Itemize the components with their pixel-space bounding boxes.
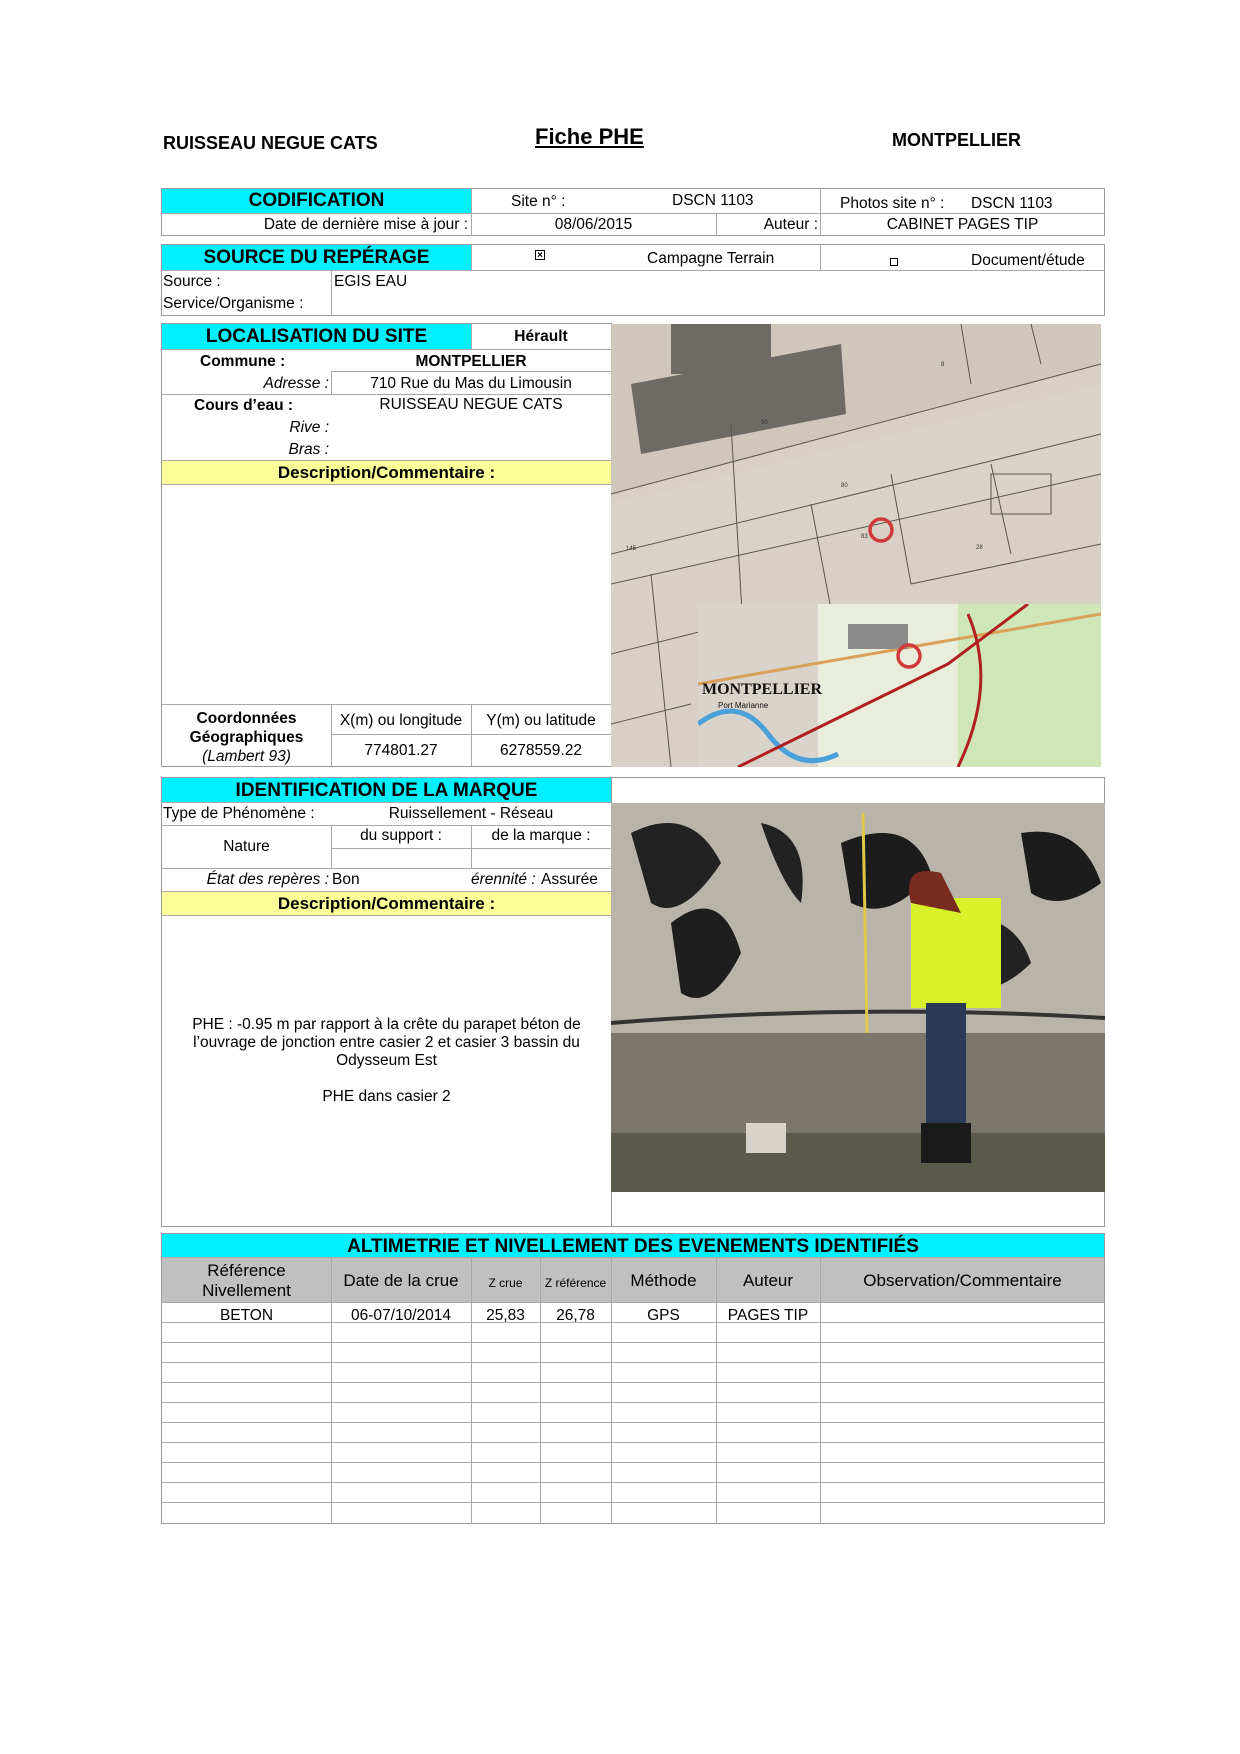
type-phenomene-value: Ruissellement - Réseau: [388, 805, 554, 822]
table-row-line: [161, 1422, 1105, 1423]
identification-comment-heading: Description/Commentaire :: [277, 894, 496, 913]
map-parcel-number: 83: [861, 534, 868, 540]
x-coordinate-header: X(m) ou longitude: [339, 712, 463, 729]
bras-label: Bras :: [288, 441, 329, 458]
col-header-z-crue: Z crue: [488, 1276, 523, 1290]
site-photo: [611, 803, 1105, 1192]
altimetrie-heading: ALTIMETRIE ET NIVELLEMENT DES EVENEMENTS IDENTIFIÉS: [347, 1236, 919, 1257]
perennite-label: érennité :: [471, 871, 536, 888]
table-cell: PAGES TIP: [727, 1307, 809, 1324]
support-label: du support :: [360, 827, 442, 844]
table-row-line: [161, 1462, 1105, 1463]
table-cell: 06-07/10/2014: [351, 1307, 451, 1324]
topo-map-district-label: Port Marianne: [718, 701, 769, 710]
cours-eau-value: RUISSEAU NEGUE CATS: [379, 396, 563, 413]
topo-map-city-label: MONTPELLIER: [702, 681, 823, 698]
etat-reperes-label: État des repères :: [206, 871, 329, 888]
map-parcel-number: 50: [761, 420, 768, 426]
table-column-line: [611, 1257, 612, 1524]
nature-label: Nature: [223, 838, 270, 855]
document-title: Fiche PHE: [535, 124, 644, 149]
col-header-auteur: Auteur: [742, 1271, 794, 1290]
photos-number-label: Photos site n° :: [840, 195, 945, 212]
source-heading: SOURCE DU REPÉRAGE: [203, 247, 430, 268]
table-row-line: [161, 1342, 1105, 1343]
map-parcel-number: 145: [626, 546, 637, 552]
table-column-line: [716, 1257, 717, 1524]
coord-label-1: Coordonnées: [196, 710, 297, 727]
table-row-line: [161, 1502, 1105, 1503]
topographic-map: [698, 604, 1101, 767]
comment-line: PHE dans casier 2: [322, 1088, 451, 1105]
table-row-line: [161, 1442, 1105, 1443]
adresse-label: Adresse :: [263, 375, 329, 392]
localisation-heading: LOCALISATION DU SITE: [205, 326, 428, 347]
localisation-comment-heading: Description/Commentaire :: [277, 463, 496, 482]
site-number-value: DSCN 1103: [672, 192, 754, 209]
x-coordinate-value: 774801.27: [364, 742, 438, 759]
photos-number-value: DSCN 1103: [971, 195, 1053, 212]
source-value: EGIS EAU: [334, 273, 408, 290]
table-cell: BETON: [219, 1307, 274, 1324]
y-coordinate-value: 6278559.22: [500, 742, 582, 759]
author-label: Auteur :: [763, 216, 818, 233]
table-column-line: [471, 1257, 472, 1524]
author-value: CABINET PAGES TIP: [886, 216, 1039, 233]
y-coordinate-header: Y(m) ou latitude: [486, 712, 596, 729]
table-row-line: [161, 1382, 1105, 1383]
rive-label: Rive :: [289, 419, 329, 436]
map-parcel-number: 28: [976, 545, 983, 551]
service-label: Service/Organisme :: [163, 295, 304, 312]
commune-label: Commune :: [200, 353, 286, 370]
table-column-line: [820, 1257, 821, 1524]
site-title: RUISSEAU NEGUE CATS: [163, 133, 378, 153]
col-header-z-reference: Z référence: [544, 1276, 607, 1290]
table-row-line: [161, 1482, 1105, 1483]
site-number-label: Site n° :: [511, 193, 566, 210]
update-date-label: Date de dernière mise à jour :: [263, 216, 468, 233]
marque-label: de la marque :: [491, 827, 591, 844]
departement: Hérault: [514, 328, 568, 345]
codification-heading: CODIFICATION: [248, 190, 385, 211]
campagne-terrain-checkbox[interactable]: ×: [535, 250, 545, 260]
coord-label-3: (Lambert 93): [202, 748, 291, 765]
table-cell: GPS: [647, 1307, 680, 1324]
table-row-line: [161, 1362, 1105, 1363]
map-parcel-number: 8: [941, 362, 945, 368]
col-header-methode: Méthode: [630, 1271, 697, 1290]
etat-reperes-value: Bon: [332, 871, 360, 888]
table-column-line: [331, 1257, 332, 1524]
identification-heading: IDENTIFICATION DE LA MARQUE: [235, 780, 538, 801]
document-etude-label: Document/étude: [971, 252, 1085, 269]
col-header-reference: Nivellement: [202, 1281, 291, 1300]
comment-line: l’ouvrage de jonction entre casier 2 et casier 3 bassin du: [193, 1034, 580, 1051]
col-header-date: Date de la crue: [343, 1271, 459, 1290]
city-title: MONTPELLIER: [892, 130, 1021, 150]
campagne-terrain-label: Campagne Terrain: [647, 250, 775, 267]
cours-eau-label: Cours d’eau :: [194, 397, 294, 414]
comment-line: PHE : -0.95 m par rapport à la crête du parapet béton de: [192, 1016, 581, 1033]
type-phenomene-label: Type de Phénomène :: [163, 805, 315, 822]
source-label: Source :: [163, 273, 221, 290]
document-etude-checkbox[interactable]: [890, 258, 898, 266]
table-column-line: [540, 1257, 541, 1524]
col-header-reference: Référence: [207, 1261, 286, 1280]
update-date-value: 08/06/2015: [554, 216, 633, 233]
table-cell: 26,78: [556, 1307, 595, 1324]
adresse-value: 710 Rue du Mas du Limousin: [370, 375, 572, 392]
table-row-line: [161, 1322, 1105, 1323]
commune-value: MONTPELLIER: [415, 353, 527, 370]
perennite-value: Assurée: [541, 871, 598, 888]
table-cell: 25,83: [486, 1307, 525, 1324]
coord-label-2: Géographiques: [189, 729, 304, 746]
col-header-observation: Observation/Commentaire: [863, 1271, 1062, 1290]
table-row-line: [161, 1402, 1105, 1403]
map-parcel-number: 80: [841, 483, 848, 489]
comment-line: Odysseum Est: [336, 1052, 437, 1069]
